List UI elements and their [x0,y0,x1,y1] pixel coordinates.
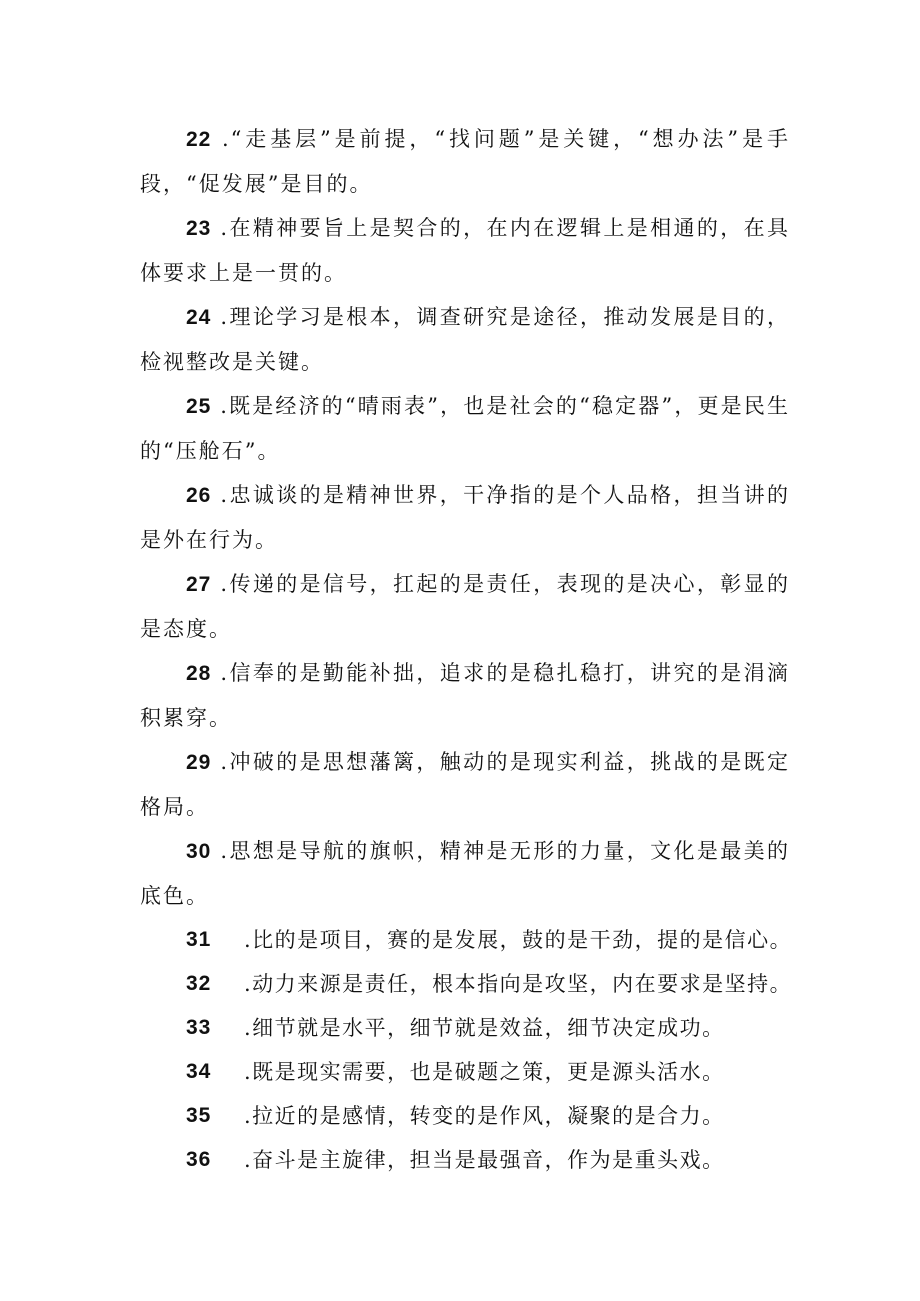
item-text: .动力来源是责任，根本指向是攻坚，内在要求是坚持。 [244,972,793,996]
list-item-31 [140,918,793,962]
item-text: .理论学习是根本，调查研究是途径，推动发展是目的，检视整改是关键。 [140,305,790,374]
list-item-34 [140,1050,790,1094]
document-body [140,117,793,1182]
item-text: .忠诚谈的是精神世界，干净指的是个人品格，担当讲的是外在行为。 [140,483,790,552]
item-number: 25 [186,395,212,418]
list-item-28 [140,651,790,740]
item-text: .拉近的是感情，转变的是作风，凝聚的是合力。 [244,1104,725,1128]
item-text: .传递的是信号，扛起的是责任，表现的是决心，彰显的是态度。 [140,572,790,641]
list-item-29 [140,740,790,829]
list-item-27 [140,562,790,651]
item-number: 24 [186,306,212,329]
item-number: 29 [186,751,212,774]
list-item-26 [140,473,790,562]
item-number: 23 [186,217,212,240]
list-item-24 [140,295,790,384]
item-text: .细节就是水平，细节就是效益，细节决定成功。 [244,1016,725,1040]
item-text: .在精神要旨上是契合的，在内在逻辑上是相通的，在具体要求上是一贯的。 [140,216,790,285]
list-item-23 [140,206,790,295]
item-text: .比的是项目，赛的是发展，鼓的是干劲，提的是信心。 [244,928,793,952]
item-number: 28 [186,662,212,685]
item-number: 26 [186,484,212,507]
item-text: .奋斗是主旋律，担当是最强音，作为是重头戏。 [244,1148,725,1172]
list-item-25 [140,384,790,473]
item-text: .既是现实需要，也是破题之策，更是源头活水。 [244,1060,725,1084]
list-item-36 [140,1138,790,1182]
item-number: 33 [186,1016,212,1039]
item-text: .“走基层”是前提，“找问题”是关键，“想办法”是手段，“促发展”是目的。 [140,127,790,196]
item-text: .信奉的是勤能补拙，追求的是稳扎稳打，讲究的是涓滴积累穿。 [140,661,790,730]
item-text: .既是经济的“晴雨表”，也是社会的“稳定器”，更是民生的“压舱石”。 [140,394,790,463]
item-number: 34 [186,1060,212,1083]
list-item-32 [140,962,793,1006]
list-item-22 [140,117,790,206]
item-number: 27 [186,573,212,596]
list-item-33 [140,1006,790,1050]
item-number: 32 [186,972,212,995]
list-item-30 [140,829,790,918]
item-number: 22 [186,128,212,151]
item-number: 30 [186,840,212,863]
list-item-35 [140,1094,790,1138]
item-number: 35 [186,1104,212,1127]
item-number: 31 [186,928,212,951]
item-text: .思想是导航的旗帜，精神是无形的力量，文化是最美的底色。 [140,839,790,908]
item-text: .冲破的是思想藩篱，触动的是现实利益，挑战的是既定格局。 [140,750,790,819]
item-number: 36 [186,1148,212,1171]
